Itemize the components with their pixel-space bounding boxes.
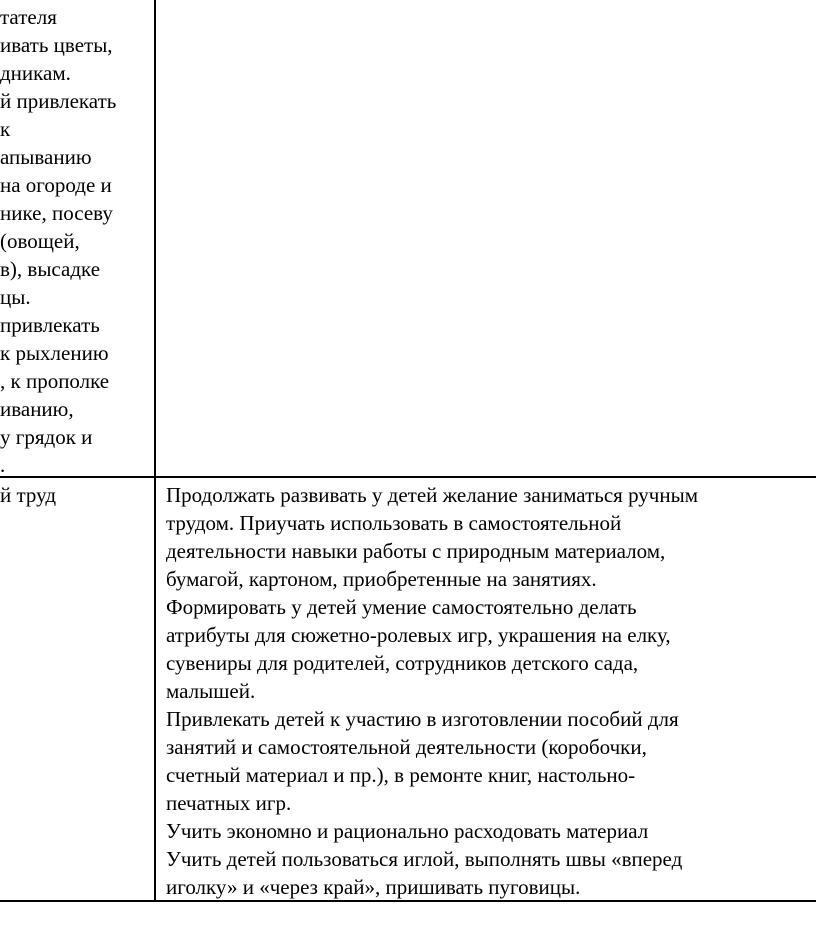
text-line: малышей.: [166, 679, 256, 703]
text-line: деятельности навыки работы с природным материалом,: [166, 539, 666, 563]
text-line: Учить детей пользоваться иглой, выполнять швы «вперед: [166, 847, 683, 871]
text-line: ивать цветы,: [0, 33, 113, 57]
row2-right-cell: [166, 481, 814, 901]
text-line: Продолжать развивать у детей желание заниматься ручным: [166, 483, 698, 507]
text-line: сувениры для родителей, сотрудников детского сада,: [166, 651, 639, 675]
text-line: й труд: [0, 483, 57, 507]
text-line: Учить экономно и рационально расходовать материал: [166, 819, 649, 843]
text-line: тателя: [0, 5, 57, 29]
text-line: й привлекать: [0, 89, 117, 113]
text-line: , к прополке: [0, 369, 110, 393]
text-line: привлекать: [0, 313, 100, 337]
text-line: .: [0, 453, 6, 477]
text-line: к рыхлению: [0, 341, 109, 365]
text-line: иванию,: [0, 397, 74, 421]
text-line: печатных игр.: [166, 791, 292, 815]
text-line: счетный материал и пр.), в ремонте книг, настольно-: [166, 763, 636, 787]
row1-left-cell: [0, 3, 152, 479]
text-line: трудом. Приучать использовать в самостоятельной: [166, 511, 622, 535]
text-line: в), высадке: [0, 257, 101, 281]
text-line: нике, посеву: [0, 201, 113, 225]
text-line: Привлекать детей к участию в изготовлении пособий для: [166, 707, 679, 731]
text-line: Формировать у детей умение самостоятельно делать: [166, 595, 637, 619]
text-line: к: [0, 117, 11, 141]
text-line: (овощей,: [0, 229, 80, 253]
text-line: бумагой, картоном, приобретенные на занятиях.: [166, 567, 597, 591]
text-line: дникам.: [0, 61, 71, 85]
text-line: у грядок и: [0, 425, 93, 449]
text-line: иголку» и «через край», пришивать пуговицы.: [166, 875, 581, 899]
text-line: на огороде и: [0, 173, 112, 197]
table-divider-vertical: [154, 0, 156, 902]
text-line: цы.: [0, 285, 31, 309]
row2-left-cell: [0, 481, 152, 509]
text-line: апыванию: [0, 145, 92, 169]
text-line: атрибуты для сюжетно-ролевых игр, украшения на елку,: [166, 623, 671, 647]
text-line: занятий и самостоятельной деятельности (коробочки,: [166, 735, 647, 759]
